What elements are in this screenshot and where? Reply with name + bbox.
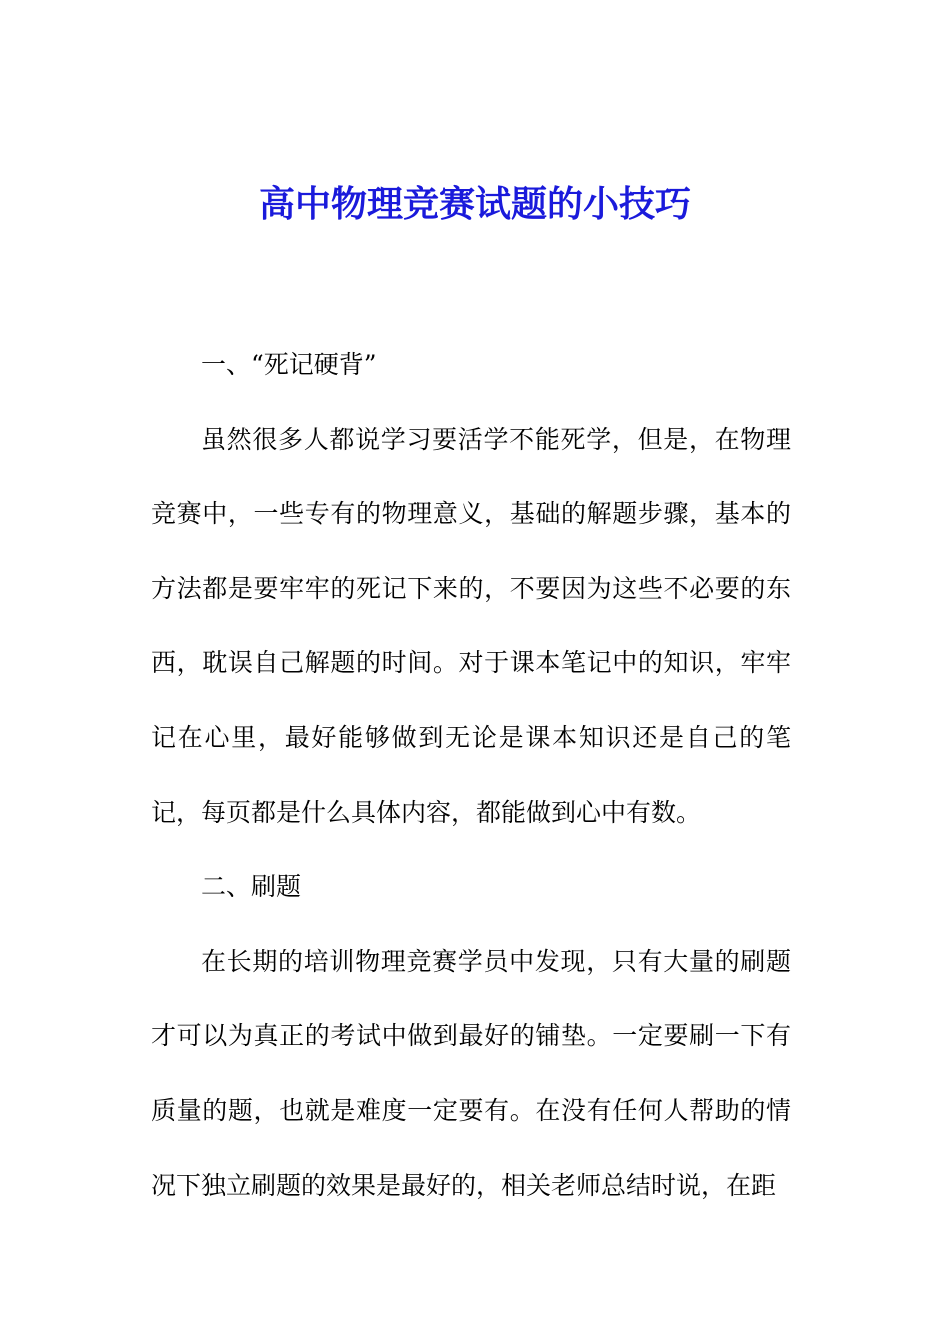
section-heading-1: 一、“死记硬背” — [201, 350, 377, 379]
body-paragraph-1: 虽然很多人都说学习要活学不能死学，但是，在物理竞赛中，一些专有的物理意义，基础的解题步骤，基本的方法都是要牢牢的死记下来的，不要因为这些不必要的东西，耽误自己解题的时间。对于课本笔记中的知识，牢牢记在心里，最好能够做到无论是课本知识还是自己的笔记，每页都是什么具体内容，都能做到心中有数。 — [151, 424, 791, 827]
document-body — [151, 328, 791, 1223]
body-paragraph-2: 在长期的培训物理竞赛学员中发现，只有大量的刷题才可以为真正的考试中做到最好的铺垫。一定要刷一下有质量的题，也就是难度一定要有。在没有任何人帮助的情况下独立刷题的效果是最好的，相关老师总结时说，在距 — [151, 946, 791, 1200]
page-title: 高中物理竞赛试题的小技巧 — [258, 183, 691, 225]
section-heading-2: 二、刷题 — [201, 872, 302, 902]
